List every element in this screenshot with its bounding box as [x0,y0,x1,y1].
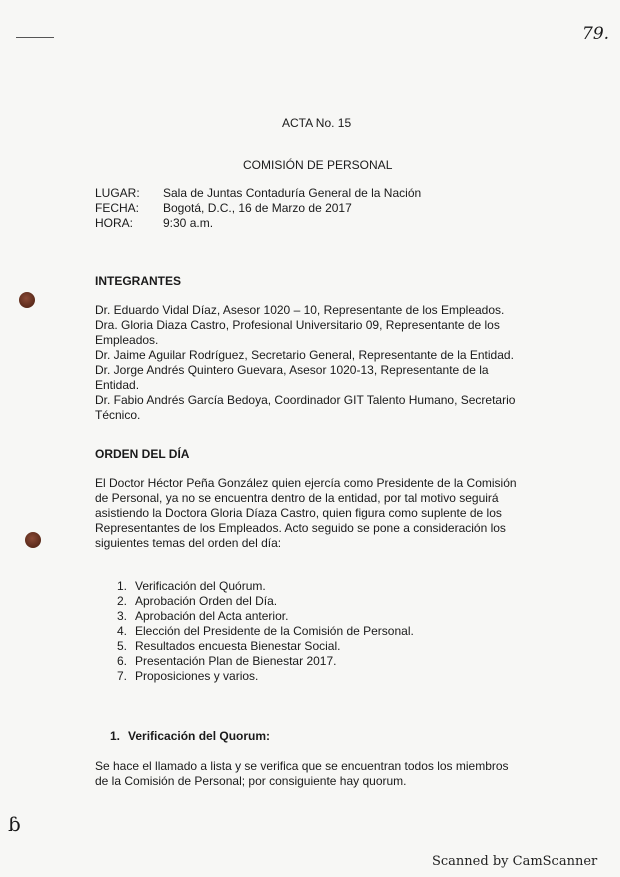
section-title: Verificación del Quorum: [128,729,271,743]
integrante-line: Dra. Gloria Diaza Castro, Profesional Universitario 09, Representante de los [95,318,500,332]
list-text: Resultados encuesta Bienestar Social. [135,639,341,653]
page-number: 79. [582,24,610,44]
paragraph-line: de Personal, ya no se encuentra dentro de la entidad, por tal motivo seguirá [95,491,499,505]
list-text: Elección del Presidente de la Comisión de Personal. [135,624,414,638]
meta-label: HORA: [95,216,134,230]
paragraph-line: asistiendo la Doctora Gloria Díaza Castro, quien figura como suplente de los [95,506,502,520]
integrante-line: Técnico. [95,408,141,422]
list-text: Aprobación del Acta anterior. [135,609,289,623]
meta-block [95,186,421,231]
meta-label: FECHA: [95,201,140,215]
list-item [115,669,414,684]
list-number: 1. [116,579,127,593]
list-item [115,654,414,669]
paragraph-line: Se hace el llamado a lista y se verifica que se encuentran todos los miembros [95,759,509,773]
paragraph-line: siguientes temas del orden del día: [95,536,282,550]
section1-paragraph [95,759,555,789]
meta-row-fecha [95,201,421,216]
paragraph-line: El Doctor Héctor Peña González quien ejercía como Presidente de la Comisión [95,476,517,490]
meta-value: 9:30 a.m. [163,216,214,230]
punch-hole-top [19,292,35,308]
list-item [115,594,414,609]
margin-handwriting: ɓ [8,812,21,836]
orden-paragraph [95,476,545,551]
section1-heading [110,729,270,744]
scribble-mark [16,37,54,38]
document-title: ACTA No. 15 [282,116,352,130]
meta-row-lugar [95,186,421,201]
list-number: 7. [116,669,127,683]
list-text: Aprobación Orden del Día. [135,594,278,608]
list-text: Verificación del Quórum. [135,579,266,593]
agenda-list [115,579,414,684]
orden-heading: ORDEN DEL DÍA [95,447,190,461]
list-item [115,624,414,639]
camscanner-watermark: Scanned by CamScanner [432,854,598,869]
integrante-line: Dr. Fabio Andrés García Bedoya, Coordinador GIT Talento Humano, Secretario [95,393,516,407]
meta-value: Sala de Juntas Contaduría General de la Nación [163,186,422,200]
list-number: 4. [116,624,127,638]
meta-label: LUGAR: [95,186,140,200]
integrante-line: Dr. Eduardo Vidal Díaz, Asesor 1020 – 10, Representante de los Empleados. [95,303,505,317]
meta-row-hora [95,216,421,231]
punch-hole-bottom [25,532,41,548]
list-item [115,639,414,654]
integrante-line: Empleados. [95,333,159,347]
integrantes-heading: INTEGRANTES [95,274,182,288]
list-item [115,609,414,624]
paragraph-line: de la Comisión de Personal; por consiguiente hay quorum. [95,774,407,788]
integrantes-list [95,303,545,423]
section-number: 1. [110,729,121,743]
list-item [115,579,414,594]
paragraph-line: Representantes de los Empleados. Acto seguido se pone a consideración los [95,521,506,535]
list-number: 2. [116,594,127,608]
integrante-line: Dr. Jaime Aguilar Rodríguez, Secretario General, Representante de la Entidad. [95,348,514,362]
meta-value: Bogotá, D.C., 16 de Marzo de 2017 [163,201,352,215]
list-number: 5. [116,639,127,653]
integrante-line: Dr. Jorge Andrés Quintero Guevara, Asesor 1020-13, Representante de la [95,363,489,377]
list-number: 6. [116,654,127,668]
document-subtitle: COMISIÓN DE PERSONAL [243,158,393,172]
integrante-line: Entidad. [95,378,140,392]
list-text: Proposiciones y varios. [135,669,259,683]
list-text: Presentación Plan de Bienestar 2017. [135,654,337,668]
list-number: 3. [116,609,127,623]
